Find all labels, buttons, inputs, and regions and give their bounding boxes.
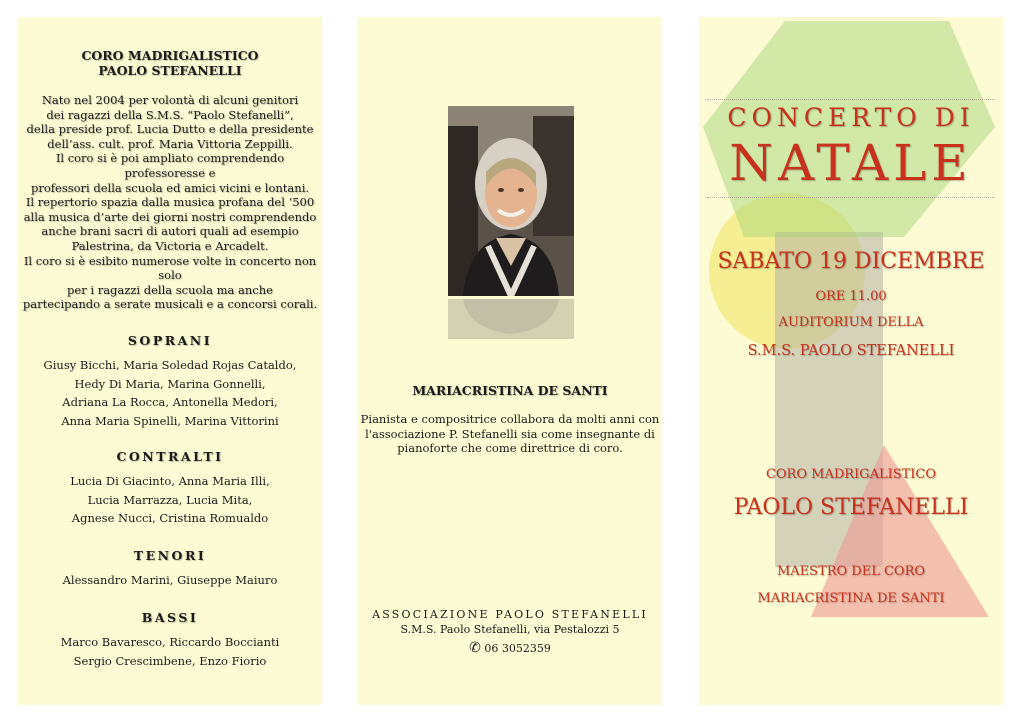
bio-line: professori della scuola ed amici vicini e lontani. [30, 180, 310, 195]
venue-line1: AUDITORIUM DELLA [778, 315, 924, 330]
name-line: Giusy Bicchi, Maria Soledad Rojas Cataldo, [43, 358, 297, 372]
bio-line: per i ragazzi della scuola ma anche [67, 282, 273, 297]
name-line: Marco Bavaresco, Riccardo Boccianti [60, 635, 280, 649]
pianist-name: MARIACRISTINA DE SANTI [412, 383, 608, 398]
section-title-tenori: TENORI [133, 548, 207, 563]
choir-bio [18, 93, 322, 312]
association-phone [358, 640, 662, 656]
portrait-image [448, 106, 574, 296]
association-name: ASSOCIAZIONE PAOLO STEFANELLI [372, 608, 648, 621]
reflection-image [448, 299, 574, 339]
section-title-contralti: CONTRALTI [116, 449, 224, 464]
name-line: Sergio Crescimbene, Enzo Fiorio [73, 653, 267, 668]
bio-line: anche brani sacri di autori quali ad esempio [41, 224, 299, 239]
bio-line: Palestrina, da Victoria e Arcadelt. [71, 238, 269, 253]
desc-line: Pianista e compositrice collabora da molti anni con [360, 412, 660, 426]
name-line: Hedy Di Maria, Marina Gonnelli, [74, 376, 266, 391]
name-line: Agnese Nucci, Cristina Romualdo [71, 511, 269, 525]
director-label: MAESTRO DEL CORO [776, 564, 926, 579]
director-photo [448, 106, 574, 296]
bio-line: partecipando a serate musicali e a concorsi corali. [22, 297, 318, 312]
bottom-rule [707, 197, 995, 198]
choir-title-line2: PAOLO STEFANELLI [98, 63, 242, 78]
section-title-bassi: BASSI [141, 610, 199, 625]
desc-line: l'associazione P. Stefanelli sia come insegnante di [365, 426, 655, 441]
phone-icon: ✆ [469, 640, 481, 656]
section-names-bassi [18, 633, 322, 670]
choir-title [18, 48, 322, 78]
phone-number: 06 3052359 [484, 642, 551, 655]
photo-reflection [448, 299, 574, 339]
panel-director [358, 17, 662, 705]
desc-line: pianoforte che come direttrice di coro. [397, 441, 623, 456]
name-line: Lucia Marrazza, Lucia Mita, [87, 492, 253, 507]
bio-line: Il coro si è esibito numerose volte in concerto non solo [23, 253, 317, 283]
name-line: Alessandro Marini, Giuseppe Maiuro [62, 573, 278, 587]
bio-line: alla musica d’arte dei giorni nostri comprendendo [23, 209, 317, 224]
event-time: ORE 11.00 [815, 289, 887, 304]
panel-cover [699, 17, 1003, 705]
section-title-soprani: SOPRANI [127, 333, 213, 348]
association-address: S.M.S. Paolo Stefanelli, via Pestalozzi 5 [400, 623, 620, 636]
choir-title-line1: CORO MADRIGALISTICO [81, 48, 259, 63]
venue-line2: S.M.S. PAOLO STEFANELLI [747, 343, 955, 359]
section-names-contralti [18, 472, 322, 528]
name-line: Adriana La Rocca, Antonella Medori, [62, 395, 278, 409]
event-date: SABATO 19 DICEMBRE [717, 249, 985, 274]
concerto-title: CONCERTO DI [727, 103, 975, 132]
bio-line: Nato nel 2004 per volontà di alcuni genitori [41, 93, 299, 107]
pianist-description [358, 412, 662, 456]
name-line: Lucia Di Giacinto, Anna Maria Illi, [70, 474, 270, 488]
bio-line: dei ragazzi della S.M.S. “Paolo Stefanelli”, [46, 107, 294, 122]
panel-choir-info [18, 17, 322, 705]
bio-line: Il repertorio spazia dalla musica profana del ‘500 [25, 195, 315, 210]
natale-title: NATALE [729, 134, 973, 192]
director-name: MARIACRISTINA DE SANTI [757, 591, 945, 606]
bio-line: dell’ass. cult. prof. Maria Vittoria Zeppilli. [47, 136, 293, 151]
bio-line: della preside prof. Lucia Dutto e della presidente [26, 122, 314, 137]
name-line: Anna Maria Spinelli, Marina Vittorini [61, 413, 279, 428]
bio-line: Il coro si è poi ampliato comprendendo professoresse e [55, 151, 285, 180]
section-names-soprani [18, 356, 322, 430]
top-rule [707, 99, 995, 100]
choir-name: PAOLO STEFANELLI [733, 495, 969, 520]
choir-label: CORO MADRIGALISTICO [765, 467, 937, 482]
section-names-tenori [18, 571, 322, 590]
